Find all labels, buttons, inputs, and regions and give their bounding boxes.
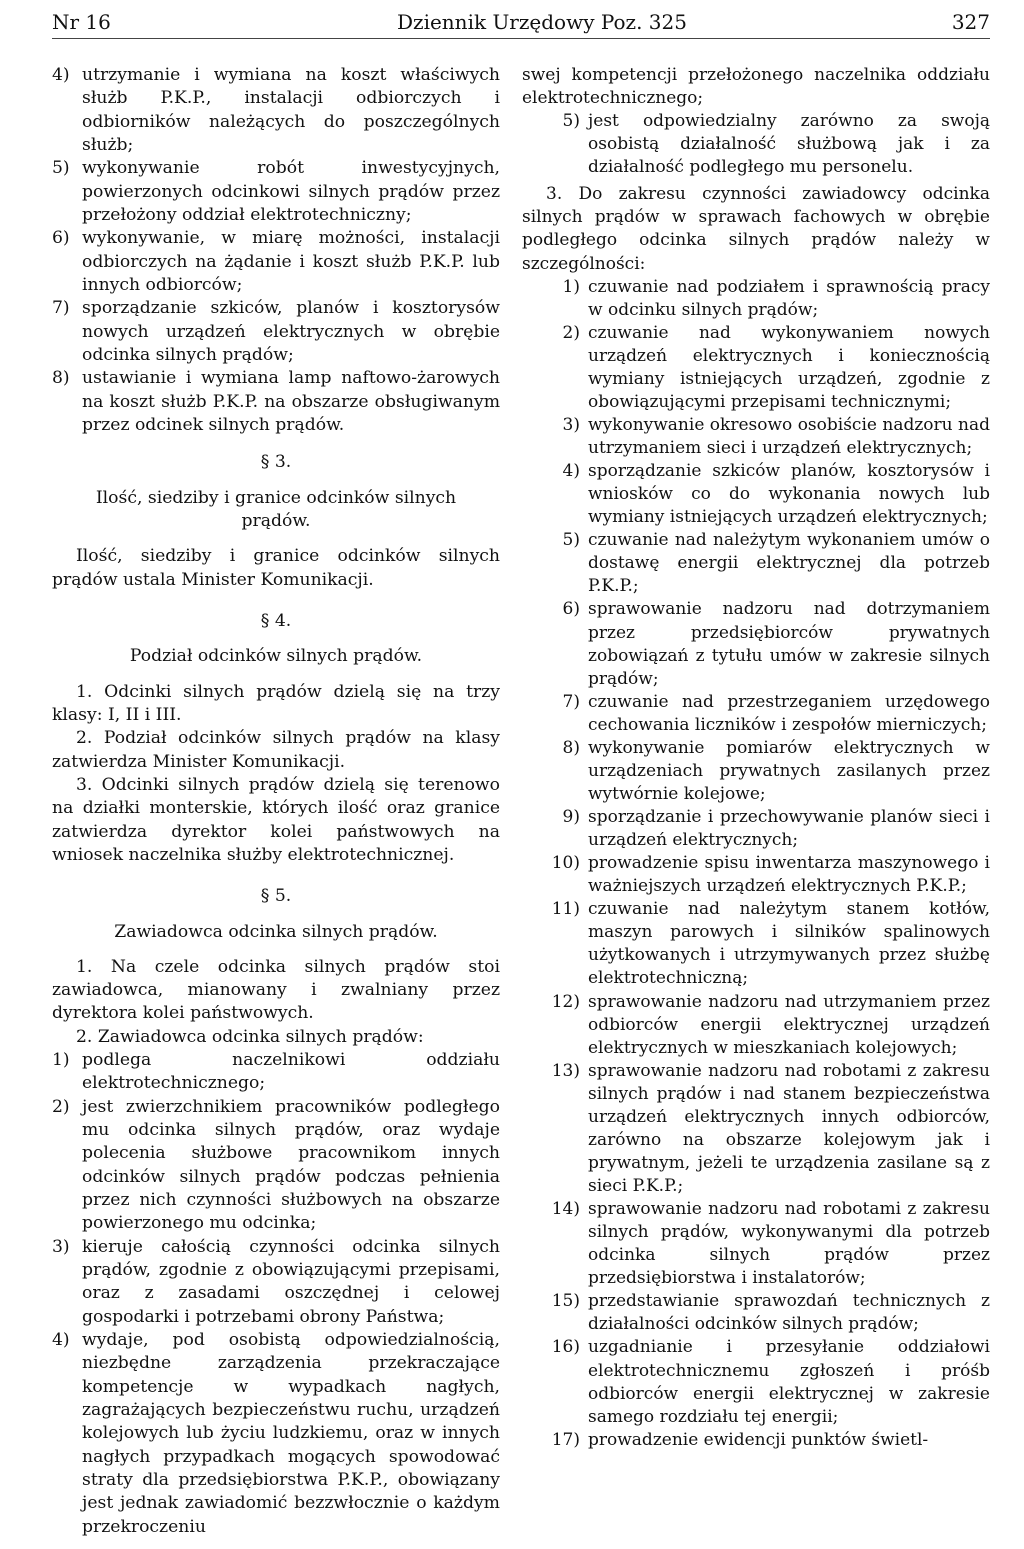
item-number: 7) [52, 298, 70, 319]
item-number: 15) [551, 1291, 580, 1312]
item-text: przedstawianie sprawozdań technicznych z działalności odcinków silnych prądów; [588, 1291, 990, 1335]
section-5-title: Zawiadowca odcinka silnych prądów. [114, 921, 438, 942]
list-item [52, 367, 500, 437]
item-text: sporządzanie i przechowywanie planów sieci i urządzeń elektrycznych; [588, 807, 990, 851]
section-3-text: Ilość, siedziby i granice odcinków silnych prądów ustala Minister Komunikacji. [52, 546, 500, 590]
list-continuation [52, 64, 500, 437]
list-item [522, 529, 990, 598]
item-number: 1) [562, 276, 580, 297]
list-item [52, 1096, 500, 1236]
section-4-paragraph-3: 3. Odcinki silnych prądów dzielą się terenowo na działki monterskie, których ilość oraz granice zatwierdza dyrektor kolei państwowych na wniosek naczelnika służby elektrotechnicznej. [52, 774, 500, 865]
list-item [522, 991, 990, 1060]
section-5-paragraph-2: 2. Zawiadowca odcinka silnych prądów: [76, 1026, 424, 1047]
item-number: 5) [562, 530, 580, 551]
item-text: sprawowanie nadzoru nad utrzymaniem przez odbiorców energii elektrycznej urządzeń elektrycznych w mieszkaniach kolejowych; [588, 991, 990, 1058]
item-text: sporządzanie szkiców planów, kosztorysów i wniosków co do wykonania nowych lub wymiany istniejących urządzeń elektrycznych; [588, 461, 990, 528]
list-item [522, 1290, 990, 1336]
list-item [522, 322, 990, 414]
issue-number: Nr 16 [52, 10, 111, 34]
list-item [522, 460, 990, 529]
item-text: czuwanie nad należytym stanem kotłów, maszyn parowych i silników spalinowych użytkowanych i utrzymywanych przez służbę elektrotechniczną; [588, 899, 990, 989]
item-number: 14) [551, 1199, 580, 1220]
item-number: 4) [562, 461, 580, 482]
section-5-paragraph-1: 1. Na czele odcinka silnych prądów stoi zawiadowca, mianowany i zwalniany przez dyrektora kolei państwowych. [52, 956, 500, 1024]
section-3-title: Ilość, siedziby i granice odcinków silnych prądów. [95, 487, 457, 531]
page-header [52, 10, 990, 40]
item-number: 16) [551, 1337, 580, 1358]
item-text: czuwanie nad przestrzeganiem urzędowego cechowania liczników i zespołów mierniczych; [588, 691, 990, 735]
item-text: wydaje, pod osobistą odpowiedzialnością, niezbędne zarządzenia przekraczające kompetencje w wypadkach nagłych, zagrażających bezpieczeństwu ruchu, urządzeń kolejowych lub życiu ludzkiemu, oraz w innych nagłych przypadkach mogących spowodować straty dla przedsiębiorstwa P.K.P., obowiązany jest jednak zawiadomić bezzwłocznie o każdym przekroczeniu [82, 1330, 500, 1537]
item-number: 10) [551, 853, 580, 874]
header-rule [52, 38, 990, 39]
item-number: 2) [562, 322, 580, 343]
item-text: wykonywanie pomiarów elektrycznych w urządzeniach prywatnych zasilanych przez wytwórnie kolejowe; [588, 737, 990, 804]
item-text: uzgadnianie i przesyłanie oddziałowi elektrotechnicznemu zgłoszeń i próśb odbiorców energii elektrycznej w zakresie samego rozdziału tej energii; [588, 1337, 990, 1427]
list-item [52, 157, 500, 227]
item-text: wykonywanie robót inwestycyjnych, powierzonych odcinkowi silnych prądów przez przełożony oddział elektrotechniczny; [82, 158, 500, 225]
list-item [522, 852, 990, 898]
item-text: czuwanie nad wykonywaniem nowych urządzeń elektrycznych i koniecznością wymiany istniejących urządzeń, zgodnie z obowiązującymi przepisami technicznymi; [588, 322, 990, 412]
item-number: 8) [52, 368, 70, 389]
list-item [52, 1049, 500, 1096]
list-item [522, 1198, 990, 1290]
item-text: jest odpowiedzialny zarówno za swoją osobistą działalność służbową jak i za działalność podległego mu personelu. [588, 111, 990, 178]
item-number: 8) [562, 737, 580, 758]
item-text: utrzymanie i wymiana na koszt właściwych służb P.K.P., instalacji odbiorczych i odbiorników należących do poszczególnych służb; [82, 65, 500, 155]
item-number: 7) [562, 691, 580, 712]
item-number: 3) [52, 1236, 70, 1257]
item-text: prowadzenie ewidencji punktów świetl- [588, 1429, 929, 1450]
item-number: 5) [562, 111, 580, 132]
item-number: 11) [551, 899, 580, 920]
item-text: sprawowanie nadzoru nad dotrzymaniem przez przedsiębiorców prywatnych zobowiązań z tytułu umów w zakresie silnych prądów; [588, 599, 990, 689]
list-item [52, 1329, 500, 1539]
item-number: 12) [551, 991, 580, 1012]
section-3-number: § 3. [260, 452, 292, 473]
right-column [522, 64, 990, 1452]
page-number: 327 [951, 10, 990, 34]
item-text: wykonywanie, w miarę możności, instalacji odbiorczych na żądanie i koszt służb P.K.P. lub innych odbiorców; [82, 228, 500, 295]
list-item [522, 898, 990, 990]
list-item [522, 1336, 990, 1428]
list-item [522, 1060, 990, 1198]
list-item [52, 227, 500, 297]
section-4-paragraph-1: 1. Odcinki silnych prądów dzielą się na trzy klasy: I, II i III. [52, 681, 500, 725]
item-number: 3) [562, 414, 580, 435]
item-number: 4) [52, 65, 70, 85]
item-text: podlega naczelnikowi oddziału elektrotechnicznego; [82, 1050, 500, 1094]
list-item [52, 297, 500, 367]
section-4-title: Podział odcinków silnych prądów. [129, 646, 423, 667]
item-number: 17) [551, 1429, 580, 1450]
item-text: czuwanie nad należytym wykonaniem umów o dostawę energii elektrycznej dla potrzeb P.K.P.; [588, 530, 990, 597]
item-number: 6) [52, 228, 70, 249]
item-text: prowadzenie spisu inwentarza maszynowego i ważniejszych urządzeń elektrycznych P.K.P.; [588, 853, 990, 897]
item-text: czuwanie nad podziałem i sprawnością pracy w odcinku silnych prądów; [588, 276, 990, 320]
item-number: 4) [52, 1330, 70, 1351]
list-item [52, 64, 500, 157]
list-item [52, 1236, 500, 1329]
list-item [522, 276, 990, 322]
item-text: wykonywanie okresowo osobiście nadzoru nad utrzymaniem sieci i urządzeń elektrycznych; [588, 414, 990, 458]
item-number: 6) [562, 599, 580, 620]
item-text: jest zwierzchnikiem pracowników podległego mu odcinka silnych prądów, oraz wydaje polecenia służbowe pracownikom innych odcinków silnych prądów podczas pełnienia przez nich czynności służbowych na obszarze powierzonego mu odcinka; [82, 1096, 500, 1234]
list-item [522, 1429, 990, 1452]
item-number: 5) [52, 158, 70, 179]
list-item [522, 414, 990, 460]
section-4-paragraph-2: 2. Podział odcinków silnych prądów na klasy zatwierdza Minister Komunikacji. [52, 728, 500, 772]
journal-title: Dziennik Urzędowy Poz. 325 [397, 10, 687, 34]
item-text: kieruje całością czynności odcinka silnych prądów, zgodnie z obowiązującymi przepisami, oraz z zasadami oszczędnej i celowej gospodarki i potrzebami obrony Państwa; [82, 1236, 500, 1327]
item-text: ustawianie i wymiana lamp naftowo-żarowych na koszt służb P.K.P. na obszarze obsługiwanym przez odcinek silnych prądów. [82, 368, 500, 435]
list-item [522, 110, 990, 179]
item-number: 13) [551, 1060, 580, 1081]
section-4-number: § 4. [260, 610, 292, 631]
duties-list [52, 1049, 500, 1539]
left-column [52, 64, 500, 1539]
list-item [522, 691, 990, 737]
item-text: sporządzanie szkiców, planów i kosztorysów nowych urządzeń elektrycznych w obrębie odcinka silnych prądów; [82, 298, 500, 365]
item-number: 9) [562, 807, 580, 827]
item-text: sprawowanie nadzoru nad robotami z zakresu silnych prądów, wykonywanymi dla potrzeb odcinka silnych prądów przez przedsiębiorstwa i instalatorów; [588, 1199, 990, 1289]
list-item [522, 737, 990, 806]
list-item [522, 806, 990, 852]
item-number: 1) [52, 1050, 70, 1071]
continued-text: swej kompetencji przełożonego naczelnika oddziału elektrotechnicznego; [522, 65, 990, 109]
list-item [522, 598, 990, 690]
item-number: 2) [52, 1096, 70, 1117]
section-5-number: § 5. [260, 886, 292, 907]
scope-list [522, 276, 990, 1452]
item-text: sprawowanie nadzoru nad robotami z zakresu silnych prądów i nad stanem bezpieczeństwa urządzeń elektrycznych innych odbiorców, zarówno na obszarze kolejowym jak i prywatnym, jeżeli te urządzenia zasilane są z sieci P.K.P.; [588, 1060, 990, 1196]
paragraph-3: 3. Do zakresu czynności zawiadowcy odcinka silnych prądów w sprawach fachowych w obrębie podległego odcinka silnych prądów należy w szczególności: [522, 184, 990, 274]
